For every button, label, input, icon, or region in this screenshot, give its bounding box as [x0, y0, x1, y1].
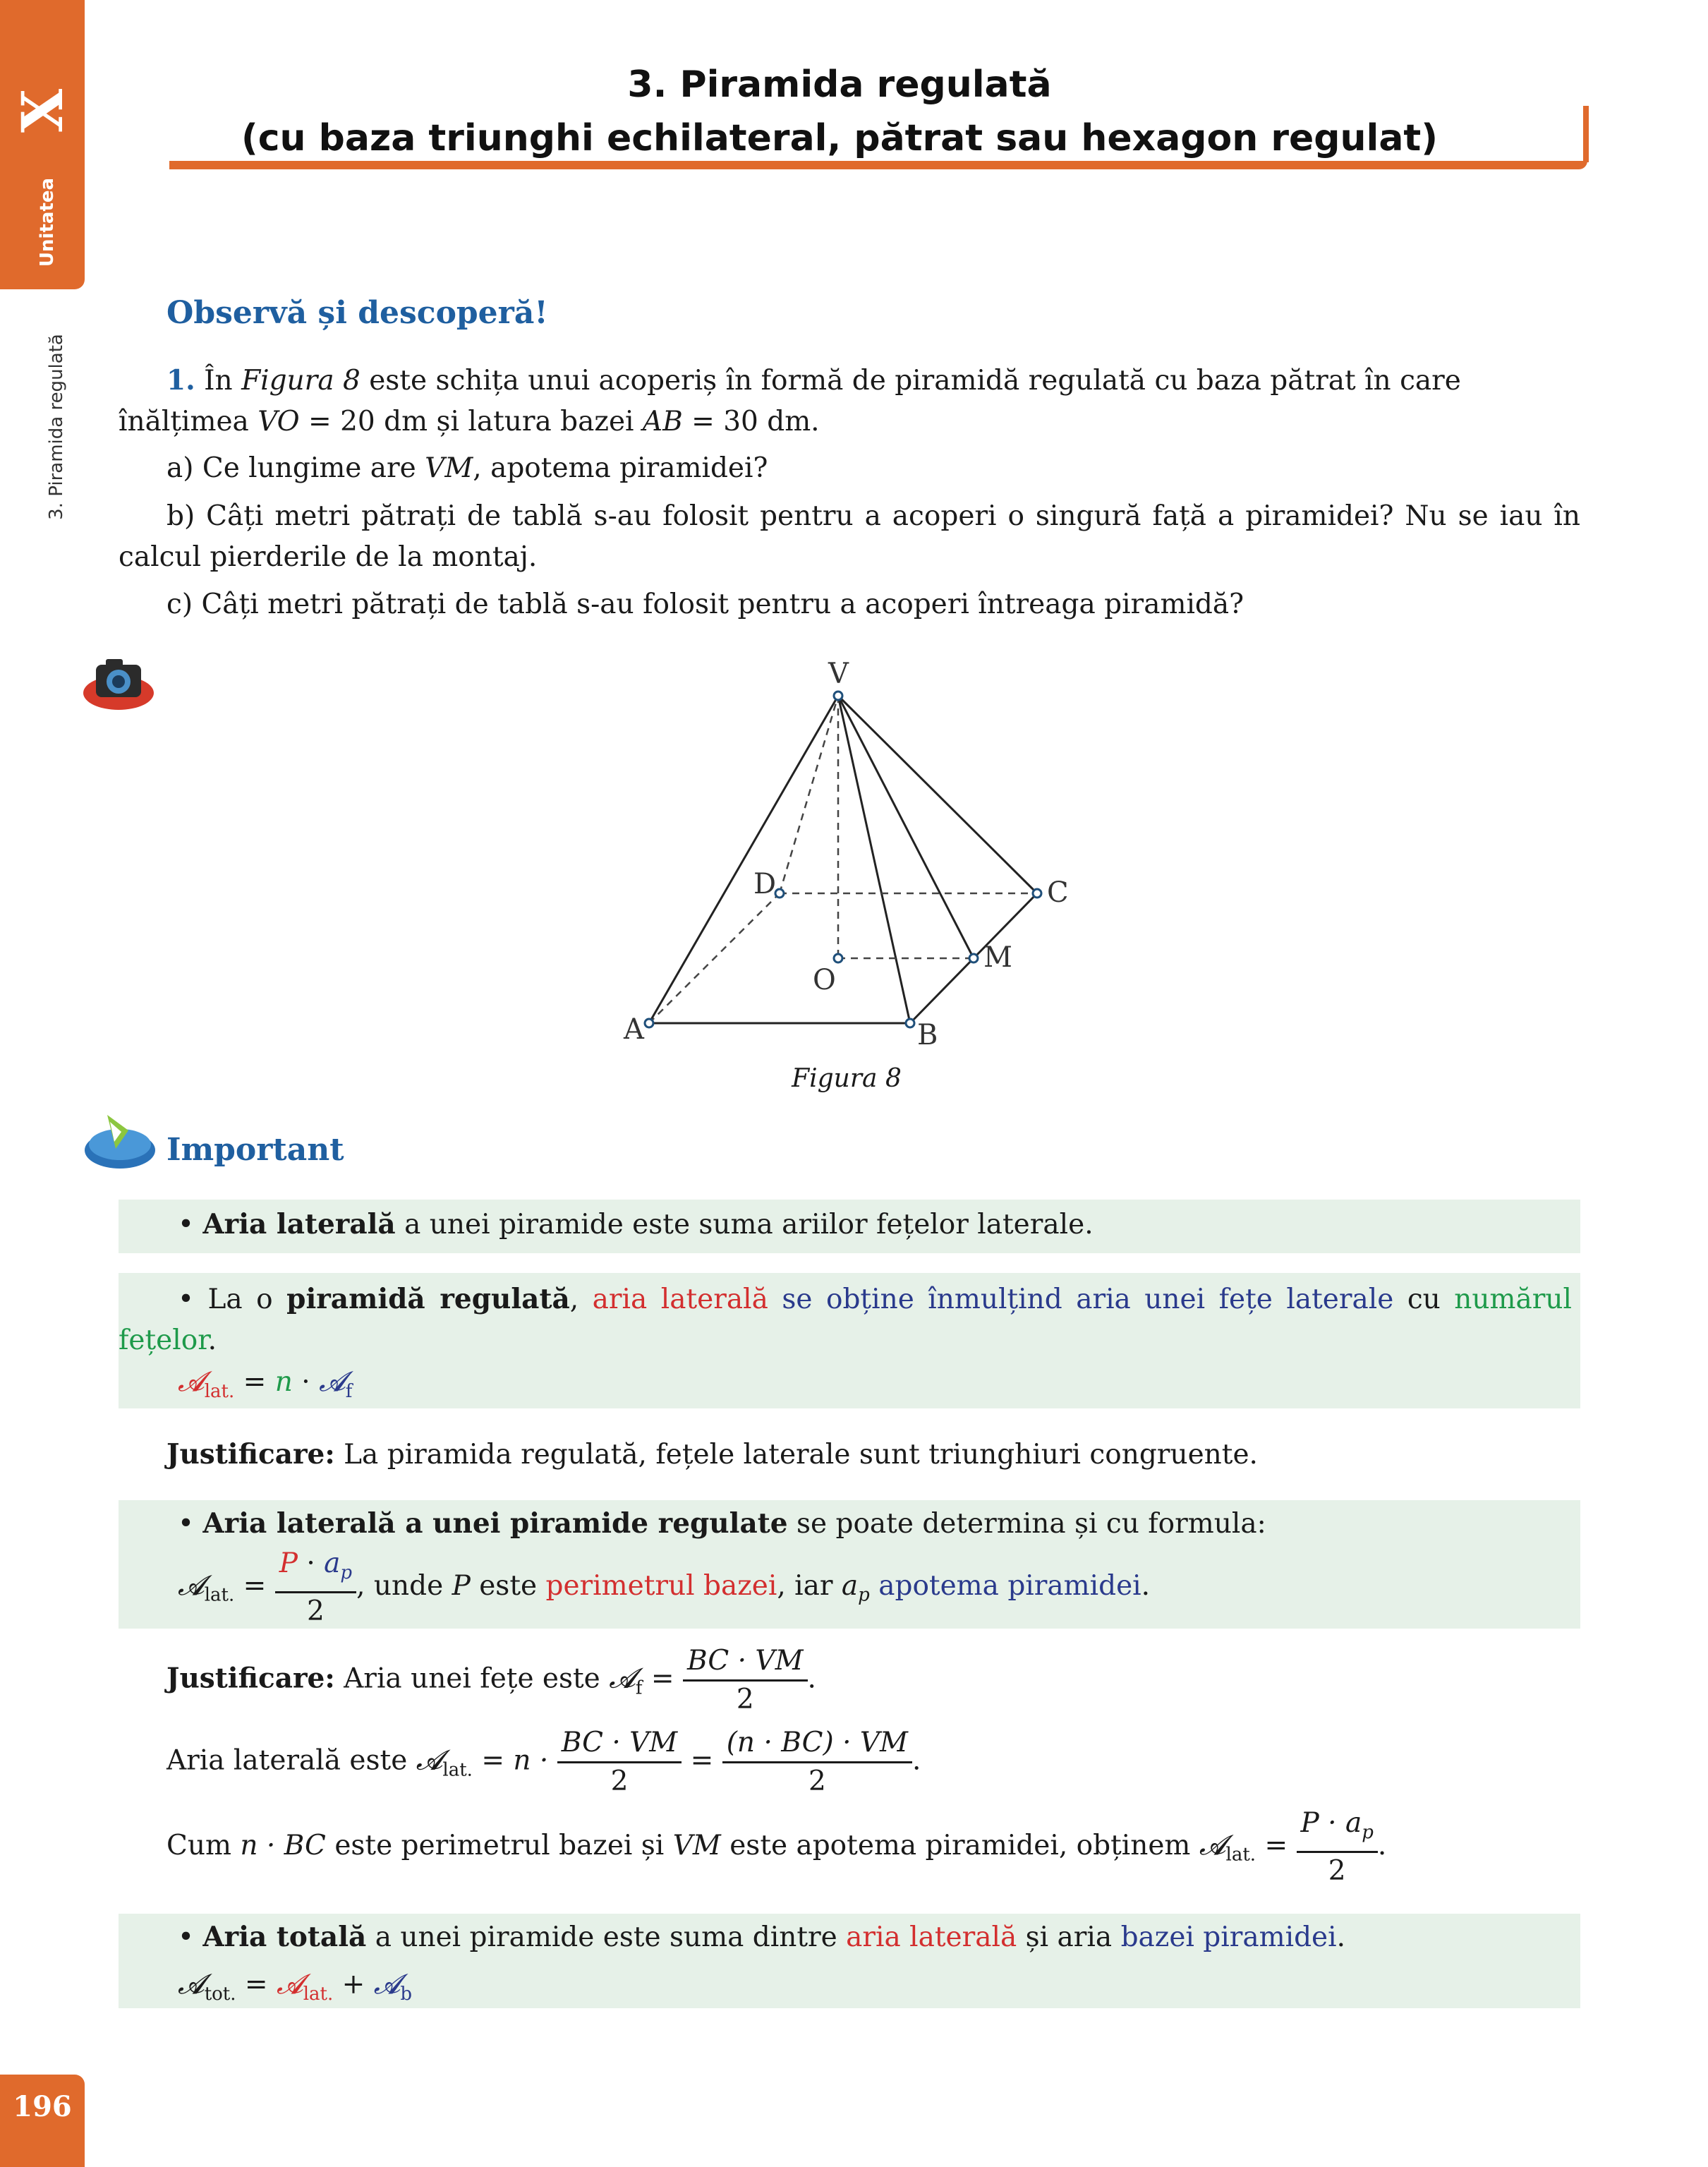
lateral-area-derivation: Aria laterală este 𝓐$_{lat.}$ = n · $\frac{BC \cdot VM}{2}$ = $\frac{(n \cdot BC) \cdot VM}{2}$ . [166, 1725, 921, 1800]
problem-number: 1. [166, 364, 195, 397]
title-underline-corner [1583, 106, 1589, 162]
label-D: D [753, 868, 777, 900]
perimeter-formula: 𝓐$_{lat.}$ = $\frac{P \cdot a_p}{2}$ , unde P este perimetrul bazei, iar $a_p$ apotema piramidei. [178, 1545, 1150, 1630]
label-O: O [813, 964, 836, 996]
perimeter-formula-intro: • Aria laterală a unei piramide regulate se poate determina și cu formula: [178, 1507, 1266, 1540]
pyramid-figure [593, 649, 1086, 1044]
important-heading: Important [166, 1132, 344, 1168]
label-C: C [1047, 876, 1069, 909]
point-C [1033, 889, 1041, 898]
title-line-1: 3. Piramida regulată [627, 64, 1052, 106]
question-b: b) Câți metri pătrați de tablă s-au folosit pentru a acoperi o singură față a piramidei? Nu se iau în calcul pierderile de la montaj. [119, 500, 1580, 573]
total-area-definition: • Aria totală a unei piramide este suma dintre aria laterală și aria bazei piramidei. [178, 1921, 1346, 1953]
edge-VD-hidden [780, 696, 838, 893]
point-A [645, 1019, 653, 1027]
question-a: a) Ce lungime are VM, apotema piramidei? [166, 452, 768, 484]
figure-reference: Figura 8 [241, 365, 361, 397]
label-V: V [828, 658, 849, 690]
lesson-side-label: 3. Piramida regulată [46, 334, 67, 520]
page-number: 196 [13, 2090, 72, 2123]
label-M: M [983, 941, 1012, 974]
page-title [169, 58, 1510, 165]
edge-VA [649, 696, 838, 1023]
total-area-formula: 𝓐$_{tot.}$ = 𝓐$_{lat.}$ + 𝓐$_b$ [178, 1969, 413, 2005]
camera-icon [78, 649, 162, 720]
question-c: c) Câți metri pătrați de tablă s-au folosit pentru a acoperi întreaga piramidă? [166, 588, 1244, 620]
point-V [834, 692, 842, 700]
segment-VM [838, 696, 974, 958]
title-line-2: (cu baza triunghi echilateral, pătrat sau hexagon regulat) [241, 117, 1439, 159]
important-icon [79, 1106, 164, 1177]
definition-lateral-area: • Aria laterală a unei piramide este suma ariilor fețelor laterale. [178, 1208, 1094, 1241]
justification-1: Justificare: La piramida regulată, fețele laterale sunt triunghiuri congruente. [166, 1438, 1258, 1471]
point-O [834, 954, 842, 962]
regular-pyramid-rule: • La o piramidă regulată, aria laterală se obține înmulțind aria unei fețe laterale cu numărul fețelor. [119, 1283, 1572, 1356]
formula-lateral-n-faces: 𝓐$_{lat.}$ = n · 𝓐$_f$ [178, 1366, 353, 1402]
point-B [906, 1019, 914, 1027]
figure-caption: Figura 8 [792, 1064, 902, 1093]
title-underline [169, 161, 1587, 169]
problem-statement: 1. În Figura 8 este schița unui acoperiș în formă de piramidă regulată cu baza pătrat în care înălțimea VO = 20 dm și latura bazei AB = 30 dm. [119, 364, 1461, 437]
observe-heading: Observă și descoperă! [166, 295, 548, 331]
unit-number: X [9, 88, 75, 133]
label-B: B [917, 1019, 938, 1044]
unit-label: Unitatea [37, 177, 58, 267]
justification-2: Justificare: Aria unei fețe este 𝓐$_f$ = $\frac{BC \cdot VM}{2}$ . [166, 1643, 816, 1718]
edge-VC [838, 696, 1037, 893]
point-D [775, 889, 784, 898]
lateral-area-conclusion: Cum n · BC este perimetrul bazei și VM este apotema piramidei, obținem 𝓐$_{lat.}$ = $\frac{P \cdot a_p}{2}$ . [166, 1805, 1386, 1890]
edge-VB [838, 696, 910, 1023]
edge-AD-hidden [649, 893, 780, 1023]
point-M [969, 954, 978, 962]
label-A: A [624, 1013, 644, 1044]
